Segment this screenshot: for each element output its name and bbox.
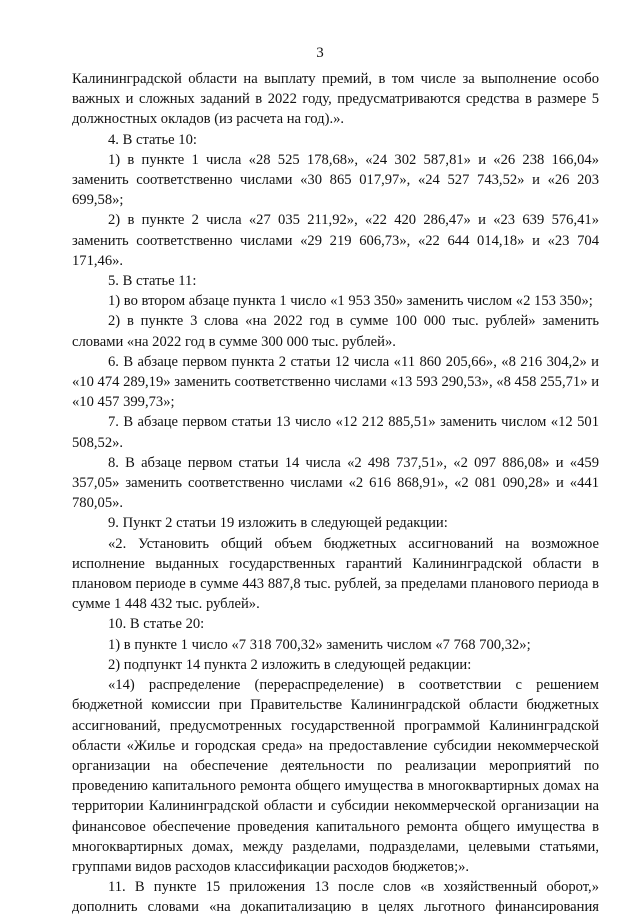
paragraph-14: 2) подпункт 14 пункта 2 изложить в следующей редакции: (108, 656, 472, 673)
paragraph-4: 5. В статье 11: (108, 273, 197, 290)
paragraph-9: 8. В абзаце первом статьи 14 числа «2 498 737,51», «2 097 886,08» и «459 357,05» заменить соответственно числами «2 616 868,91», «2 081 090,28» и «441 780,05». (72, 454, 599, 512)
paragraph-11: «2. Установить общий объем бюджетных ассигнований на возможное исполнение выданных государственных гарантий Калининградской области в плановом периоде в сумме 443 887,8 тыс. рублей, за пределами планового периода в сумме 1 448 432 тыс. рублей». (72, 535, 599, 613)
paragraph-16: 11. В пункте 15 приложения 13 после слов «в хозяйственный оборот,» дополнить словами «на докапитализацию в целях льготного финансирования (72, 879, 599, 916)
paragraph-6: 2) в пункте 3 слова «на 2022 год в сумме 100 000 тыс. рублей» заменить словами «на 2022 год в сумме 300 000 тыс. рублей». (72, 313, 599, 350)
paragraph-0: Калининградской области на выплату премий, в том числе за выполнение особо важных и сложных заданий в 2022 году, предусматриваются средства в размере 5 должностных окладов (из расчета на год).». (72, 71, 599, 128)
paragraph-2: 1) в пункте 1 числа «28 525 178,68», «24 302 587,81» и «26 238 166,04» заменить соответственно числами «30 865 017,97», «24 527 743,52» и «26 203 699,58»; (72, 151, 599, 209)
paragraph-1: 4. В статье 10: (108, 131, 197, 148)
paragraph-15: «14) распределение (перераспределение) в соответствии с решением бюджетной комиссии при Правительстве Калининградской области бюджетных ассигнований, предусмотренных государственной программой Калининградской области «Жилье и городская среда» на предоставление субсидии некоммерческой организации на обеспечение деятельности по реализации мероприятий по проведению капитального ремонта общего имущества в многоквартирных домах на территории Калининградской области и субсидии некоммерческой организации на финансовое обеспечение проведения капитального ремонта общего имущества в многоквартирных домах, между разделами, подразделами, целевыми статьями, группами видов расходов классификации расходов бюджетов;». (72, 677, 599, 875)
paragraph-12: 10. В статье 20: (108, 616, 205, 633)
paragraph-5: 1) во втором абзаце пункта 1 число «1 953 350» заменить числом «2 153 350»; (108, 293, 593, 310)
paragraph-8: 7. В абзаце первом статьи 13 число «12 212 885,51» заменить числом «12 501 508,52». (72, 414, 599, 451)
paragraph-10: 9. Пункт 2 статьи 19 изложить в следующей редакции: (108, 515, 448, 532)
paragraph-13: 1) в пункте 1 число «7 318 700,32» заменить числом «7 768 700,32»; (108, 636, 531, 653)
document-body (72, 69, 599, 918)
paragraph-3: 2) в пункте 2 числа «27 035 211,92», «22 420 286,47» и «23 639 576,41» заменить соответственно числами «29 219 606,73», «22 644 014,18» и «23 704 171,46». (72, 212, 599, 269)
paragraph-7: 6. В абзаце первом пункта 2 статьи 12 числа «11 860 205,66», «8 216 304,2» и «10 474 289,19» заменить соответственно числами «13 593 290,53», «8 458 255,71» и «10 457 399,73»; (72, 353, 599, 411)
page-number: 3 (316, 45, 324, 61)
